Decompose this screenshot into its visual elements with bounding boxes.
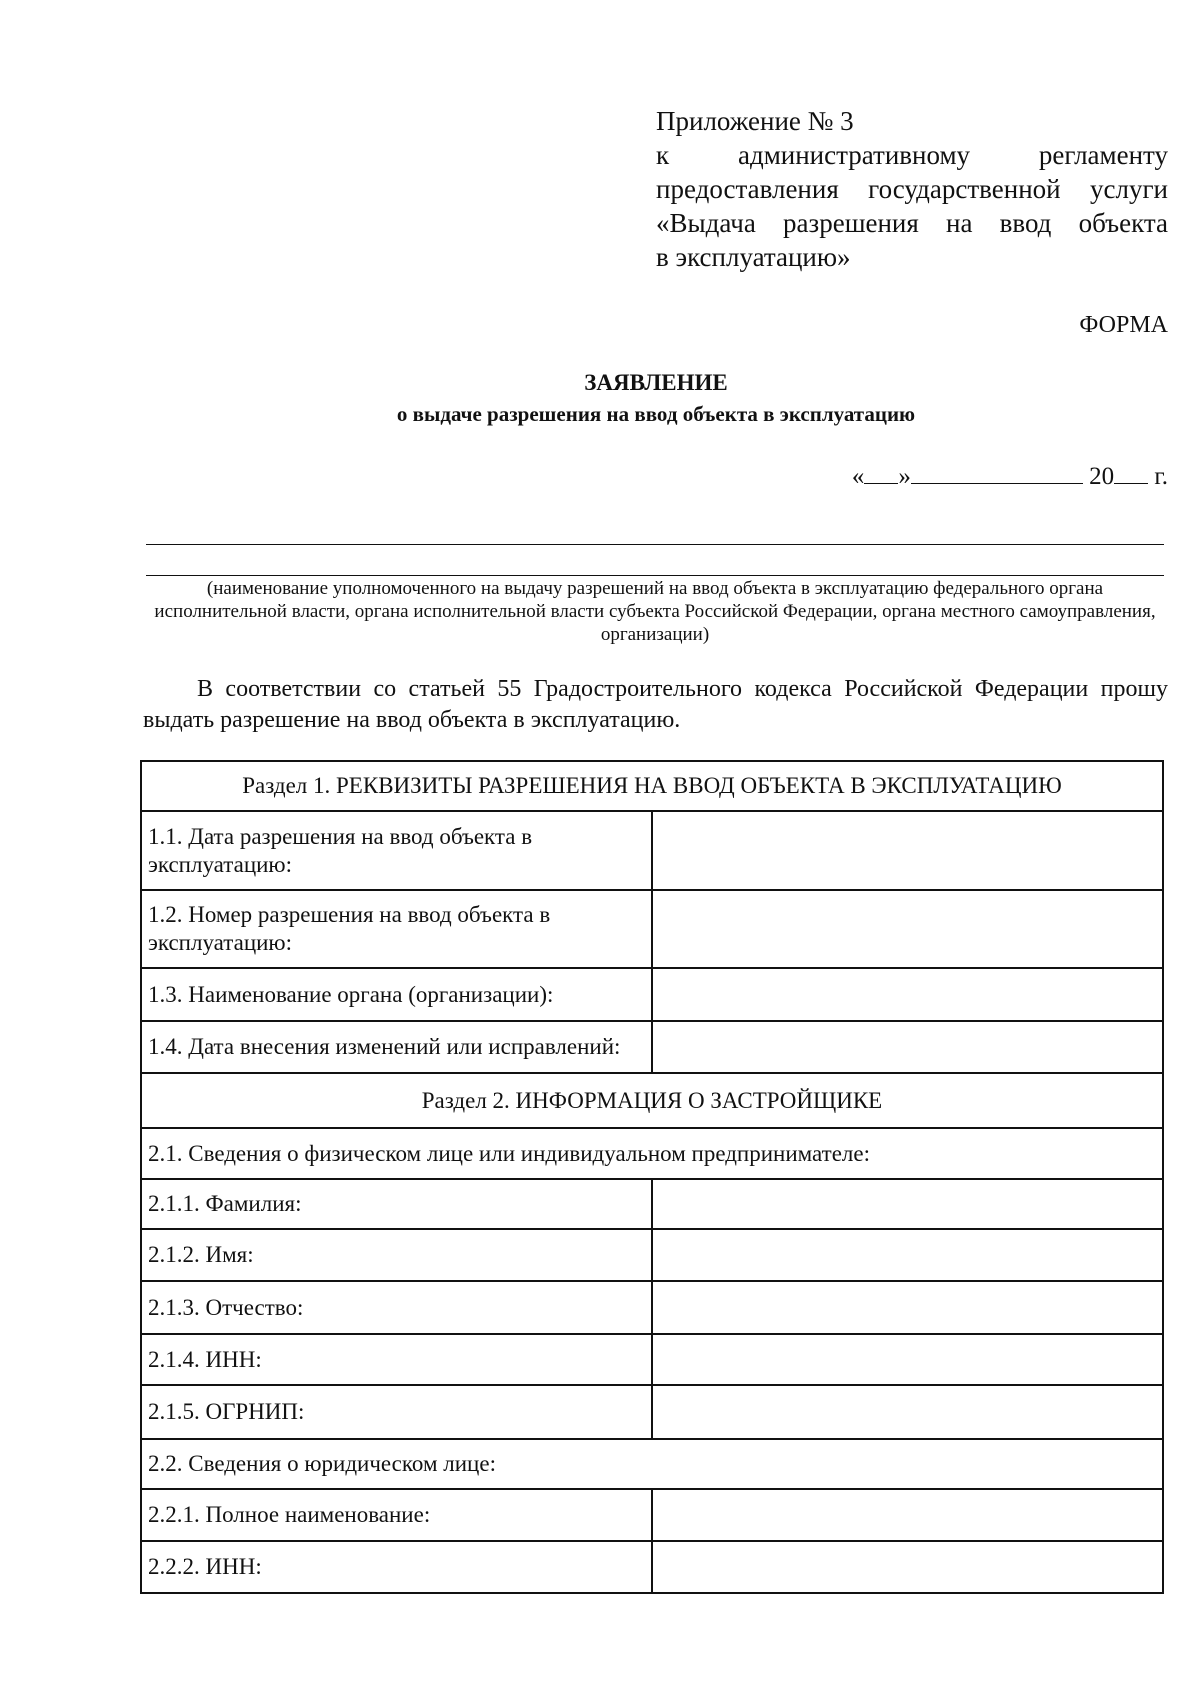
table-row: [141, 1334, 1163, 1385]
day-blank[interactable]: [864, 461, 898, 484]
appendix-line-5: в эксплуатацию»: [656, 242, 851, 272]
month-blank[interactable]: [911, 461, 1083, 484]
section-2-heading: Раздел 2. ИНФОРМАЦИЯ О ЗАСТРОЙЩИКЕ: [141, 1073, 1163, 1128]
org-name-line-2[interactable]: [146, 575, 1164, 576]
intro-line-2: выдать разрешение на ввод объекта в эксплуатацию.: [143, 707, 681, 733]
patronymic-field[interactable]: [652, 1281, 1163, 1334]
table-row: [141, 1385, 1163, 1439]
table-row: [141, 1021, 1163, 1073]
authority-name-field[interactable]: [652, 968, 1163, 1021]
legal-inn-label: 2.2.2. ИНН:: [141, 1541, 652, 1593]
legal-entity-heading: 2.2. Сведения о юридическом лице:: [141, 1439, 1163, 1489]
section-1-heading: Раздел 1. РЕКВИЗИТЫ РАЗРЕШЕНИЯ НА ВВОД ОБЪЕКТА В ЭКСПЛУАТАЦИЮ: [141, 761, 1163, 811]
year-suffix: г.: [1154, 463, 1168, 490]
surname-field[interactable]: [652, 1179, 1163, 1229]
authority-name-label: 1.3. Наименование органа (организации):: [141, 968, 652, 1021]
intro-paragraph: [143, 674, 1168, 736]
appendix-line-1: Приложение № 3: [656, 106, 854, 136]
org-name-caption: (наименование уполномоченного на выдачу разрешений на ввод объекта в эксплуатацию федерального органа исполнительной власти, органа исполнительной власти субъекта Российской Федерации, органа местного самоуправления, организации): [154, 578, 1156, 645]
date-close-quote: »: [898, 463, 911, 490]
full-name-label: 2.2.1. Полное наименование:: [141, 1489, 652, 1541]
first-name-label: 2.1.2. Имя:: [141, 1229, 652, 1281]
document-subtitle: о выдаче разрешения на ввод объекта в эксплуатацию: [396, 402, 916, 426]
application-form-table: [140, 760, 1164, 1594]
year-prefix: 20: [1089, 463, 1115, 490]
surname-label: 2.1.1. Фамилия:: [141, 1179, 652, 1229]
individual-inn-label: 2.1.4. ИНН:: [141, 1334, 652, 1385]
appendix-line-4: «Выдача разрешения на ввод объекта: [656, 208, 1168, 238]
first-name-field[interactable]: [652, 1229, 1163, 1281]
appendix-line-2: к административному регламенту: [656, 140, 1168, 170]
date-open-quote: «: [851, 463, 865, 490]
permit-date-label: 1.1. Дата разрешения на ввод объекта в эксплуатацию:: [141, 811, 652, 890]
amendment-date-field[interactable]: [652, 1021, 1163, 1073]
table-row: [141, 1128, 1163, 1179]
table-row: [141, 968, 1163, 1021]
table-row: [141, 890, 1163, 968]
document-title: ЗАЯВЛЕНИЕ: [584, 370, 728, 395]
amendment-date-label: 1.4. Дата внесения изменений или исправлений:: [141, 1021, 652, 1073]
legal-inn-field[interactable]: [652, 1541, 1163, 1593]
table-row: [141, 1281, 1163, 1334]
table-row: [141, 1179, 1163, 1229]
section-row: [141, 761, 1163, 811]
table-row: [141, 1229, 1163, 1281]
appendix-line-3: предоставления государственной услуги: [656, 174, 1168, 204]
intro-line-1: В соответствии со статьей 55 Градостроительного кодекса Российской Федерации прошу: [197, 676, 1168, 702]
appendix-header: [656, 104, 1168, 274]
table-row: [141, 1489, 1163, 1541]
full-name-field[interactable]: [652, 1489, 1163, 1541]
form-label: ФОРМА: [1079, 312, 1168, 338]
patronymic-label: 2.1.3. Отчество:: [141, 1281, 652, 1334]
org-name-line-1[interactable]: [146, 544, 1164, 545]
table-row: [141, 811, 1163, 890]
ogrnip-field[interactable]: [652, 1385, 1163, 1439]
section-row: [141, 1073, 1163, 1128]
date-field[interactable]: [852, 461, 1168, 491]
permit-number-label: 1.2. Номер разрешения на ввод объекта в эксплуатацию:: [141, 890, 652, 968]
permit-date-field[interactable]: [652, 811, 1163, 890]
permit-number-field[interactable]: [652, 890, 1163, 968]
table-row: [141, 1439, 1163, 1489]
individual-inn-field[interactable]: [652, 1334, 1163, 1385]
ogrnip-label: 2.1.5. ОГРНИП:: [141, 1385, 652, 1439]
table-row: [141, 1541, 1163, 1593]
year-blank[interactable]: [1114, 461, 1148, 484]
individual-info-heading: 2.1. Сведения о физическом лице или индивидуальном предпринимателе:: [141, 1128, 1163, 1179]
